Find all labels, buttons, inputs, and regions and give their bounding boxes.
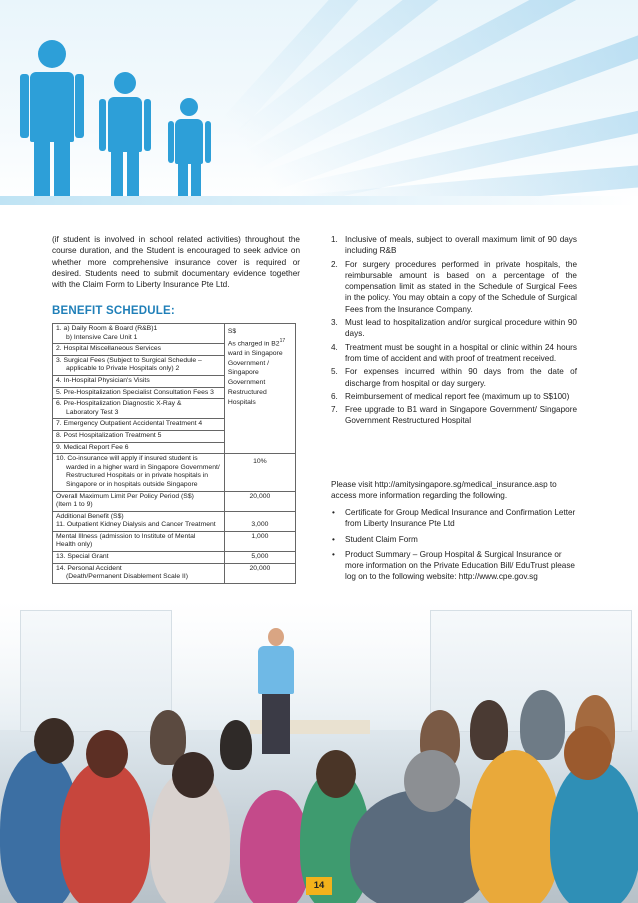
row-value: 5,000 bbox=[224, 552, 295, 564]
row-sublabel: Laboratory Test 3 bbox=[66, 408, 119, 416]
amount-line: As charged in B2 bbox=[227, 340, 280, 348]
page-number: 14 bbox=[306, 877, 332, 895]
list-item: 5. For expenses incurred within 90 days from the date of discharge from hospital or day surgery. bbox=[331, 367, 577, 388]
row-sublabel: (Death/Permanent Disablement Scale II) bbox=[66, 573, 189, 581]
table-row bbox=[53, 491, 296, 511]
amount-cell bbox=[224, 324, 295, 454]
amount-line: Restructured bbox=[227, 389, 267, 397]
row-label: 13. Special Grant bbox=[53, 552, 225, 564]
row-label: 5. Pre-Hospitalization Specialist Consultation Fees 3 bbox=[53, 387, 225, 399]
list-item: 4. Treatment must be sought in a hospital or clinic within 24 hours from time of accident and with proof of treatment received. bbox=[331, 342, 577, 363]
intro-paragraph: (if student is involved in school related activities) throughout the course duration, and the Student is encouraged to seek advice on whether more comprehensive insurance cover is required or desired. Students need to submit documentary evidence together with the Claim Form to Liberty Insurance Pte Ltd. bbox=[52, 235, 300, 290]
classroom-photo bbox=[0, 600, 638, 903]
row-sublabel: (Item 1 to 9) bbox=[56, 501, 93, 509]
row-label: Additional Benefit (S$) bbox=[56, 512, 124, 520]
visit-paragraph: Please visit http://amitysingapore.sg/medical_insurance.asp to access more information regarding the following. bbox=[331, 480, 557, 501]
row-label: 14. Personal Accident bbox=[56, 564, 122, 572]
list-item: 7. Free upgrade to B1 ward in Singapore Government/ Singapore Government Restructured Hospital bbox=[331, 405, 577, 426]
row-label: 1. a) Daily Room & Board (R&B)1 bbox=[56, 325, 158, 332]
table-row bbox=[53, 324, 296, 344]
row-label: Mental Illness (admission to Institute of Mental bbox=[56, 532, 196, 540]
row-sublabel: warded in a higher ward in Singapore Government/ bbox=[66, 463, 220, 471]
row-label: 2. Hospital Miscellaneous Services bbox=[53, 344, 225, 356]
list-item: • Product Summary – Group Hospital & Surgical Insurance or more information on the Private Education Bill/ EduTrust please log on to the following website: http://www.cpe.gov.sg bbox=[332, 549, 575, 582]
row-sublabel: Health only) bbox=[56, 541, 93, 549]
row-sublabel: b) Intensive Care Unit 1 bbox=[66, 333, 138, 341]
row-label: 10. Co-insurance will apply if insured student is bbox=[56, 455, 198, 463]
table-row bbox=[53, 454, 296, 491]
amount-line: Singapore bbox=[227, 369, 259, 377]
row-sublabel: Restructured Hospitals or in private hospitals in bbox=[66, 472, 209, 480]
table-row bbox=[53, 531, 296, 551]
resources-list bbox=[331, 507, 577, 587]
row-value: 20,000 bbox=[224, 491, 295, 511]
list-item: 1. Inclusive of meals, subject to overall maximum limit of 90 days including R&B bbox=[331, 235, 577, 256]
list-item: • Student Claim Form bbox=[332, 534, 418, 544]
row-sublabel: applicable to Private Hospitals only) 2 bbox=[66, 365, 180, 373]
header-banner bbox=[0, 0, 638, 205]
row-sublabel: 11. Outpatient Kidney Dialysis and Cancer Treatment bbox=[56, 521, 216, 529]
benefit-schedule-table bbox=[52, 323, 296, 584]
row-label: 3. Surgical Fees (Subject to Surgical Schedule – bbox=[56, 356, 202, 364]
amount-header: S$ bbox=[227, 328, 237, 335]
amount-superscript: 17 bbox=[279, 337, 286, 344]
row-label: Overall Maximum Limit Per Policy Period (S$) bbox=[56, 492, 194, 500]
amount-line: ward in Singapore bbox=[227, 349, 283, 357]
row-value: 3,000 bbox=[224, 511, 295, 531]
benefit-schedule-title: BENEFIT SCHEDULE: bbox=[52, 305, 175, 317]
table-row bbox=[53, 563, 296, 583]
amount-line: Hospitals bbox=[227, 398, 256, 406]
row-label: 6. Pre-Hospitalization Diagnostic X-Ray & bbox=[56, 400, 182, 408]
list-item: 3. Must lead to hospitalization and/or surgical procedure within 90 days. bbox=[331, 318, 577, 339]
list-item: • Certificate for Group Medical Insurance and Confirmation Letter from Liberty Insurance Pte Ltd bbox=[332, 508, 576, 529]
row-sublabel: Singapore or in hospitals outside Singapore bbox=[66, 480, 198, 488]
amount-line: Government bbox=[227, 379, 266, 387]
amount-line: Government / bbox=[227, 359, 269, 367]
row-value: 1,000 bbox=[224, 531, 295, 551]
row-label: 9. Medical Report Fee 6 bbox=[53, 442, 225, 454]
row-value: 20,000 bbox=[224, 563, 295, 583]
table-row bbox=[53, 511, 296, 531]
footnotes-list bbox=[331, 234, 577, 429]
table-row bbox=[53, 552, 296, 564]
list-item: 6. Reimbursement of medical report fee (maximum up to S$100) bbox=[331, 391, 570, 401]
row-label: 4. In-Hospital Physician's Visits bbox=[53, 375, 225, 387]
row-label: 8. Post Hospitalization Treatment 5 bbox=[53, 430, 225, 442]
row-label: 7. Emergency Outpatient Accidental Treatment 4 bbox=[53, 419, 225, 431]
list-item: 2. For surgery procedures performed in private hospitals, the reimbursable amount is based on a percentage of the compensation limit as stated in the Schedule of Surgical Fees in the policy. You may obtain a copy of the Schedule of Surgical Fees from the Insurance Company. bbox=[331, 259, 577, 314]
row-value: 10% bbox=[224, 454, 295, 491]
